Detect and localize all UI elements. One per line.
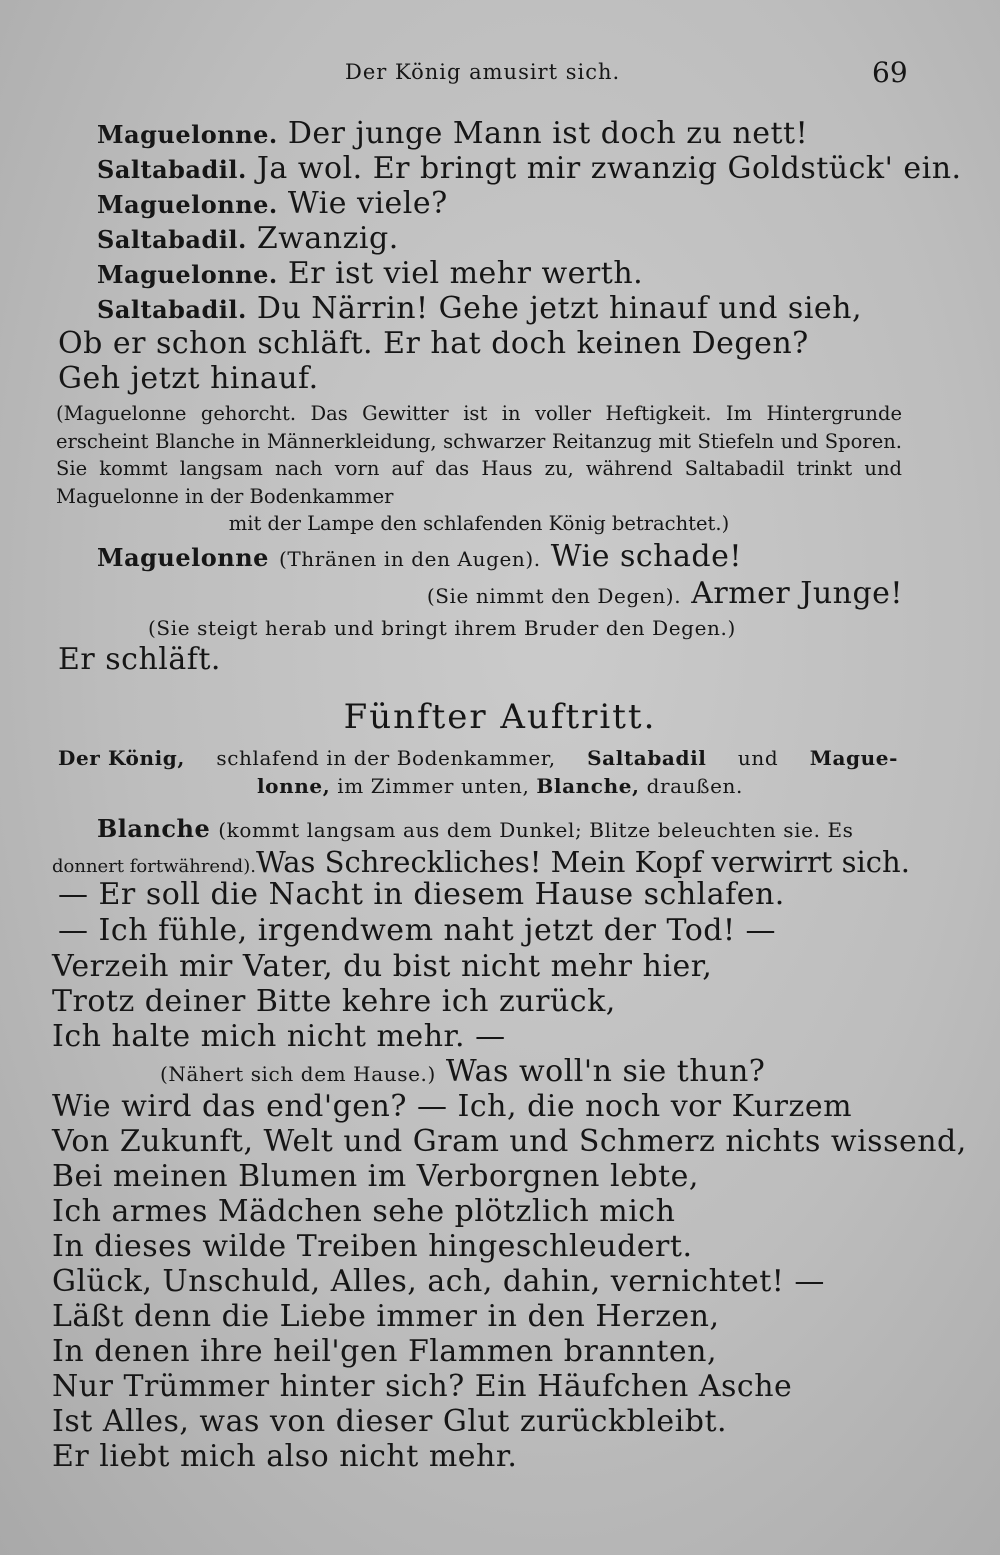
speaker-name: Maguelonne. bbox=[97, 120, 278, 149]
stage-direction-line: Hintergrunde erscheint Blanche in Männerkleidung, schwarzer Reitanzug bbox=[56, 402, 902, 453]
dialogue-line bbox=[97, 292, 862, 327]
page-number: 69 bbox=[872, 56, 908, 89]
dialogue-line bbox=[427, 577, 903, 611]
cast-note: schlafend in der Bodenkammer, bbox=[216, 746, 556, 770]
verse-line: Nur Trümmer hinter sich? Ein Häufchen Asche bbox=[52, 1369, 793, 1404]
dialogue-line bbox=[160, 1055, 765, 1089]
speaker-name: Saltabadil. bbox=[97, 225, 247, 254]
dialogue-line bbox=[97, 257, 643, 292]
line-text: Was woll'n sie thun? bbox=[445, 1054, 766, 1089]
inline-direction: (kommt langsam aus dem Dunkel; Blitze beleuchten sie. Es bbox=[218, 818, 854, 842]
dialogue-line bbox=[97, 815, 902, 844]
scene-title: Fünfter Auftritt. bbox=[343, 697, 657, 737]
stage-direction bbox=[56, 400, 902, 538]
verse-line: Bei meinen Blumen im Verborgnen lebte, bbox=[52, 1159, 699, 1194]
verse-line: Ich halte mich nicht mehr. — bbox=[52, 1019, 506, 1054]
inline-direction: (Thränen in den Augen). bbox=[278, 547, 541, 571]
cast-note: draußen. bbox=[646, 774, 743, 798]
line-text: Du Närrin! Gehe jetzt hinauf und sieh, bbox=[256, 291, 863, 326]
cast-note: im Zimmer unten, bbox=[337, 774, 530, 798]
cast-name: Der König, bbox=[58, 746, 185, 770]
dialogue-line bbox=[97, 187, 448, 222]
verse-line: Von Zukunft, Welt und Gram und Schmerz nichts wissend, bbox=[52, 1124, 967, 1159]
cast-name: Blanche, bbox=[536, 774, 640, 798]
stage-direction: (Sie steigt herab und bringt ihrem Bruder den Degen.) bbox=[148, 616, 736, 640]
verse-line: Geh jetzt hinauf. bbox=[58, 361, 319, 396]
line-text: Zwanzig. bbox=[256, 221, 399, 256]
verse-line: Trotz deiner Bitte kehre ich zurück, bbox=[52, 984, 616, 1019]
speaker-name: Saltabadil. bbox=[97, 295, 247, 324]
dialogue-line bbox=[97, 222, 399, 257]
verse-line: Ich armes Mädchen sehe plötzlich mich bbox=[52, 1194, 676, 1229]
verse-line: Wie wird das end'gen? — Ich, die noch vor Kurzem bbox=[52, 1089, 853, 1124]
dialogue-line bbox=[97, 540, 742, 575]
verse-line: Er liebt mich also nicht mehr. bbox=[52, 1439, 518, 1474]
cast-name: Mague- bbox=[809, 746, 898, 770]
inline-direction: donnert fortwährend). bbox=[52, 856, 256, 877]
cast-note: und bbox=[737, 746, 779, 770]
line-text: Ja wol. Er bringt mir zwanzig Goldstück' ein. bbox=[256, 151, 962, 186]
verse-line: Glück, Unschuld, Alles, ach, dahin, vernichtet! — bbox=[52, 1264, 825, 1299]
line-text: Der junge Mann ist doch zu nett! bbox=[287, 116, 809, 151]
verse-line: — Er soll die Nacht in diesem Hause schlafen. bbox=[58, 877, 785, 912]
line-text: Er ist viel mehr werth. bbox=[287, 256, 644, 291]
dialogue-line bbox=[52, 845, 910, 880]
cast-line bbox=[58, 745, 898, 772]
verse-line: Verzeih mir Vater, du bist nicht mehr hier, bbox=[52, 949, 713, 984]
inline-direction: (Sie nimmt den Degen). bbox=[426, 584, 682, 608]
running-header: Der König amusirt sich. bbox=[345, 60, 621, 84]
verse-line: Ob er schon schläft. Er hat doch keinen Degen? bbox=[58, 326, 809, 361]
cast-name: lonne, bbox=[256, 774, 331, 798]
stage-direction-line: (Maguelonne gehorcht. Das Gewitter ist in voller Heftigkeit. Im bbox=[56, 402, 753, 425]
dialogue-line bbox=[97, 117, 808, 152]
stage-direction-line: zu, während Saltabadil trinkt und Maguelonne in der Bodenkammer bbox=[56, 457, 902, 508]
line-text: Armer Junge! bbox=[691, 576, 903, 611]
line-text: Wie viele? bbox=[287, 186, 448, 221]
speaker-name: Blanche bbox=[97, 814, 211, 843]
verse-line: Ist Alles, was von dieser Glut zurückbleibt. bbox=[52, 1404, 728, 1439]
speaker-name: Maguelonne. bbox=[97, 260, 278, 289]
inline-direction: (Nähert sich dem Hause.) bbox=[160, 1062, 436, 1086]
speaker-name: Maguelonne. bbox=[97, 190, 278, 219]
verse-line: In denen ihre heil'gen Flammen brannten, bbox=[52, 1334, 718, 1369]
cast-name: Saltabadil bbox=[587, 746, 707, 770]
verse-line: — Ich fühle, irgendwem naht jetzt der Tod! — bbox=[58, 913, 777, 948]
stage-direction-line: mit Stiefeln und Sporen. Sie kommt langsam nach vorn auf das Haus bbox=[56, 429, 903, 480]
speaker-name: Saltabadil. bbox=[97, 155, 247, 184]
line-text: Wie schade! bbox=[550, 539, 742, 574]
verse-line: Läßt denn die Liebe immer in den Herzen, bbox=[52, 1299, 720, 1334]
cast-line bbox=[0, 773, 1000, 800]
line-text: Was Schreckliches! Mein Kopf verwirrt sich. bbox=[255, 845, 910, 879]
stage-direction-line: mit der Lampe den schlafenden König betrachtet.) bbox=[228, 512, 730, 535]
verse-line: In dieses wilde Treiben hingeschleudert. bbox=[52, 1229, 693, 1264]
speaker-name: Maguelonne bbox=[97, 543, 269, 572]
dialogue-line bbox=[97, 152, 962, 187]
verse-line: Er schläft. bbox=[58, 642, 221, 677]
